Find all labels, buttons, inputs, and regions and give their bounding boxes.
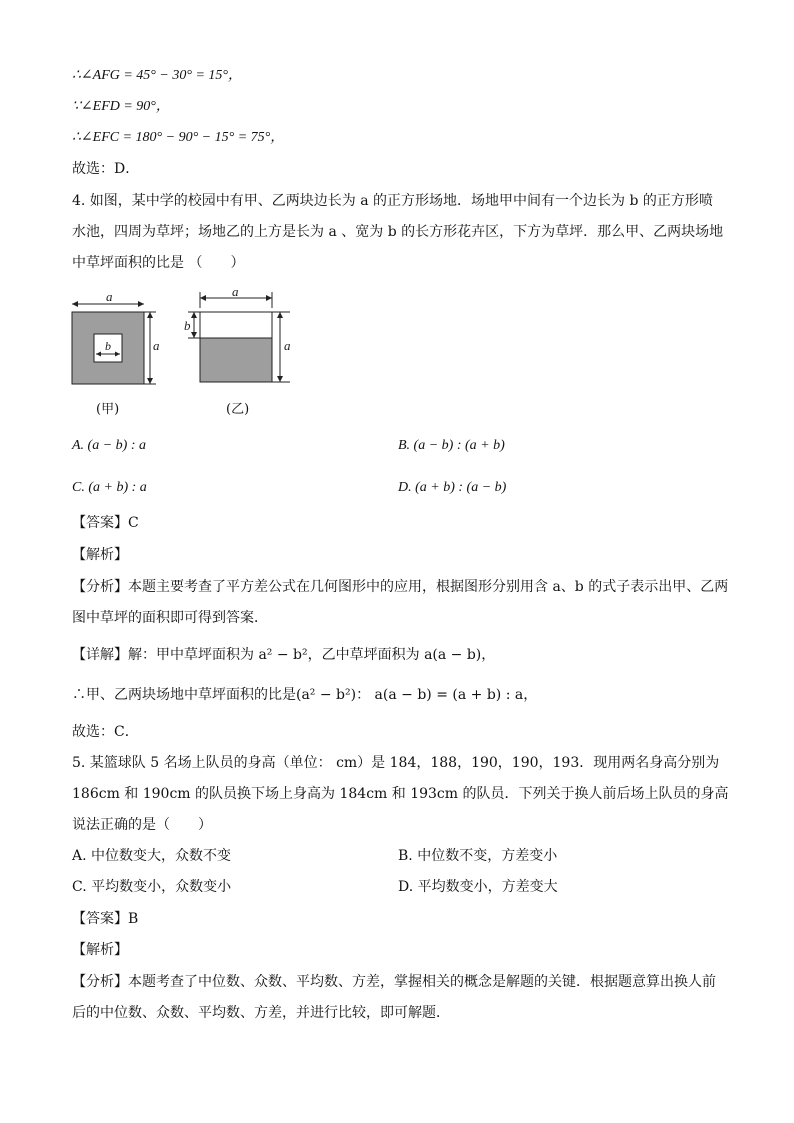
yi-side-label: a — [284, 338, 291, 353]
solution-line-1: ∴∠AFG = 45° − 30° = 15°， — [72, 68, 242, 83]
q5-answer: 【答案】B — [72, 911, 139, 927]
q5-stem-line-1: 5. 某篮球队 5 名场上队员的身高（单位： cm）是 184，188，190，190，193．现用两名身高分别为 — [72, 755, 720, 771]
q5-option-c[interactable]: C. 平均数变小，众数变小 — [72, 879, 232, 895]
solution-choice: 故选：D． — [72, 161, 140, 177]
q5-analysis-line-1: 【分析】本题考查了中位数、众数、平均数、方差，掌握相关的概念是解题的关键．根据题意算出换人前 — [72, 974, 716, 990]
jia-inner-label: b — [105, 339, 111, 353]
jia-top-label: a — [106, 289, 113, 304]
q4-stem-line-3: 中草坪面积的比是 （ ） — [72, 255, 245, 271]
q5-stem-line-3: 说法正确的是（ ） — [72, 817, 212, 833]
yi-flower-bed — [200, 312, 272, 338]
q4-stem-line-2: 水池，四周为草坪；场地乙的上方是长为 a 、宽为 b 的长方形花卉区，下方为草坪．那么甲、乙两块场地 — [72, 224, 724, 240]
yi-top-label: a — [232, 288, 239, 299]
q4-option-c[interactable]: C. (a + b) : a — [72, 480, 147, 495]
q4-answer: 【答案】C — [72, 515, 139, 531]
figure-jia-caption: (甲) — [96, 402, 120, 417]
q4-analysis-line-1: 【分析】本题主要考查了平方差公式在几何图形中的应用，根据图形分别用含 a、b 的式子表示出甲、乙两 — [72, 579, 729, 595]
q4-option-d[interactable]: D. (a + b) : (a − b) — [398, 480, 507, 495]
q4-analysis-line-2: 图中草坪的面积即可得到答案． — [72, 610, 268, 626]
yi-grass-rect — [200, 338, 272, 382]
q5-analysis-title: 【解析】 — [72, 942, 128, 958]
solution-line-2: ∵∠EFD = 90°， — [72, 99, 170, 114]
solution-line-3: ∴∠EFC = 180° − 90° − 15° = 75°， — [72, 130, 285, 145]
jia-side-label: a — [153, 338, 160, 353]
yi-b-label: b — [184, 318, 191, 333]
figure-yi-caption: (乙) — [226, 402, 250, 417]
q4-ratio: ∴甲、乙两块场地中草坪面积的比是(a² − b²)： a(a − b) = (a + b) : a， — [72, 687, 538, 703]
q5-stem-line-2: 186cm 和 190cm 的队员换下场上身高为 184cm 和 193cm 的队员．下列关于换人前后场上队员的身高 — [72, 786, 729, 802]
q4-option-b[interactable]: B. (a − b) : (a + b) — [398, 438, 505, 453]
q4-option-a[interactable]: A. (a − b) : a — [72, 438, 146, 453]
figure-jia — [60, 288, 180, 394]
figure-yi — [180, 288, 304, 394]
q5-option-b[interactable]: B. 中位数不变，方差变小 — [398, 848, 558, 864]
q4-analysis-title: 【解析】 — [72, 547, 128, 563]
q4-choice: 故选：C． — [72, 724, 139, 740]
q4-stem-line-1: 4. 如图，某中学的校园中有甲、乙两块边长为 a 的正方形场地．场地甲中间有一个边长为 b 的正方形喷 — [72, 193, 713, 209]
q5-option-a[interactable]: A. 中位数变大，众数不变 — [72, 848, 232, 864]
q5-option-d[interactable]: D. 平均数变小，方差变大 — [398, 879, 558, 895]
q4-detail: 【详解】解：甲中草坪面积为 a² − b²，乙中草坪面积为 a(a − b)， — [72, 647, 496, 663]
q5-analysis-line-2: 后的中位数、众数、平均数、方差，并进行比较，即可解题． — [72, 1005, 450, 1021]
